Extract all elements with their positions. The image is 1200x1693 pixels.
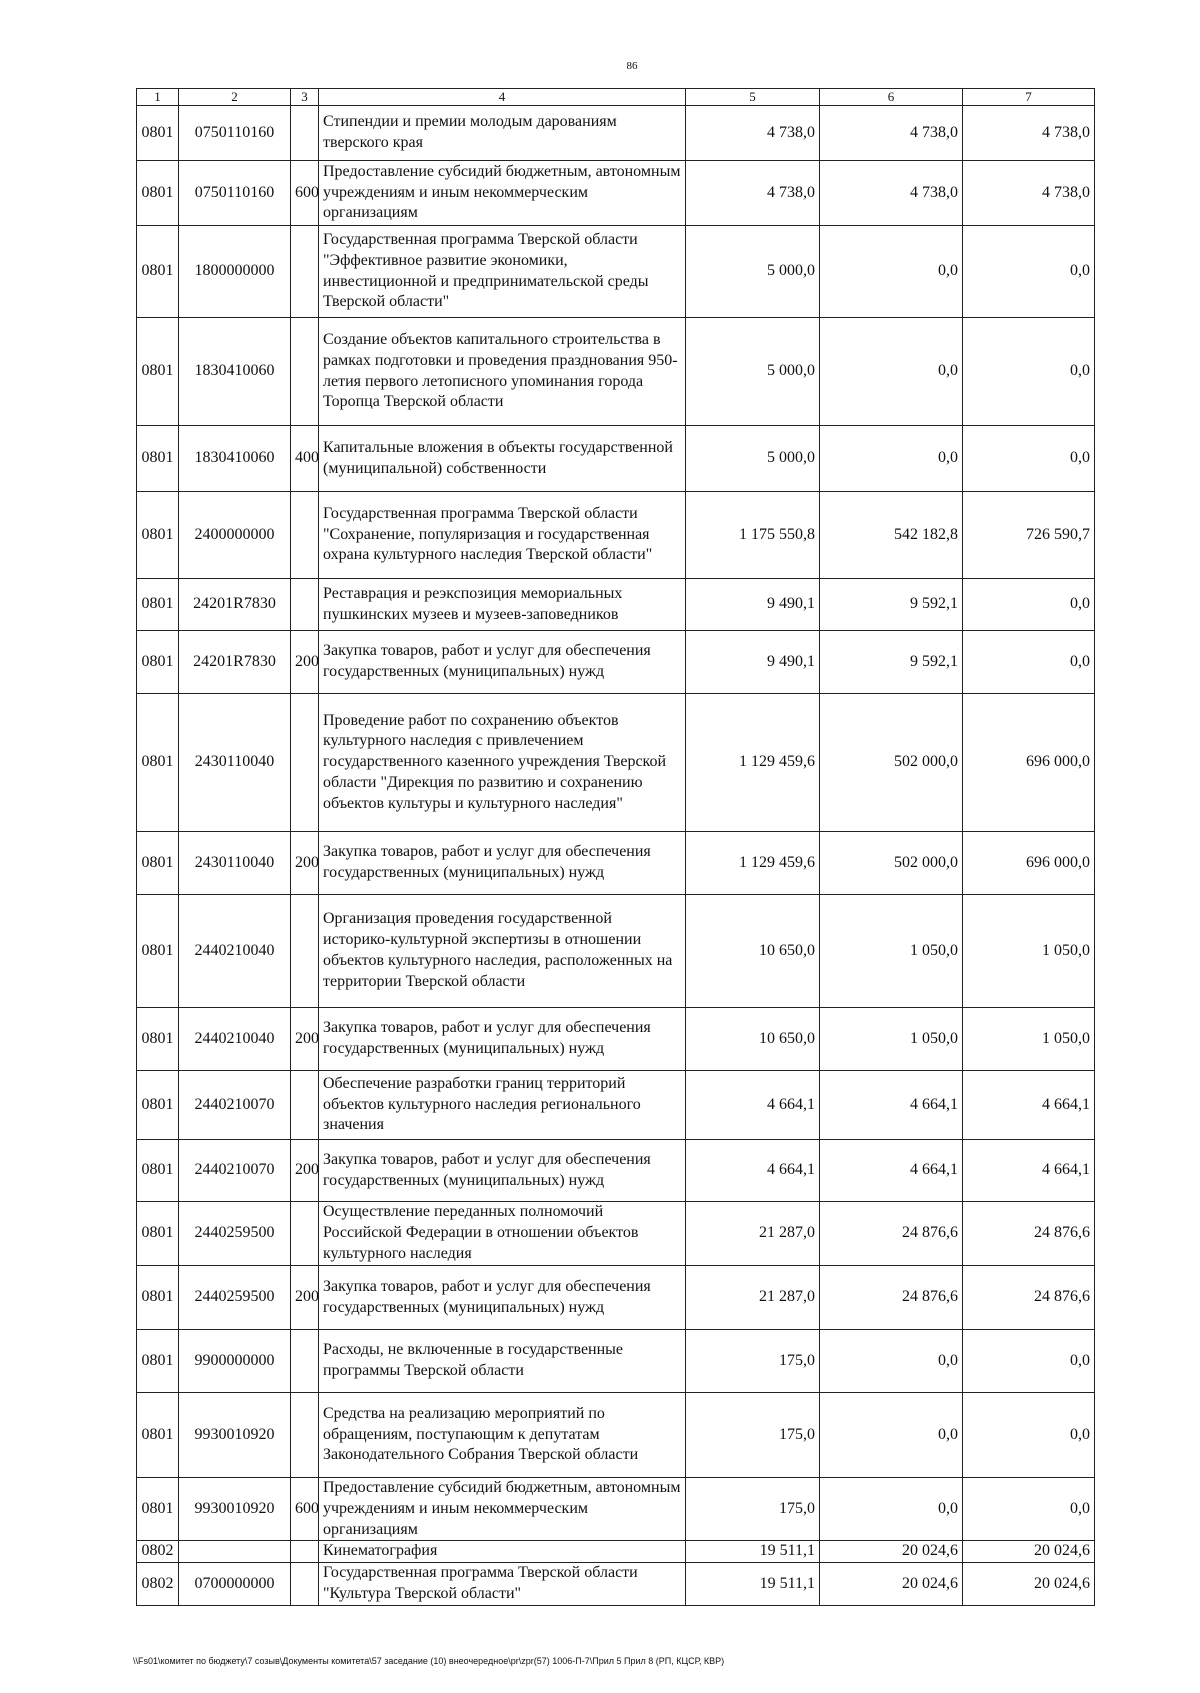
item-name-cell: Предоставление субсидий бюджетным, автономным учреждениям и иным некоммерческим организациям bbox=[319, 161, 686, 226]
item-name-cell: Проведение работ по сохранению объектов культурного наследия с привлечением государственного казенного учреждения Тверской области "Дирекция по развитию и сохранению объектов культуры и культурного наследия" bbox=[319, 694, 686, 832]
target-article-cell: 2440259500 bbox=[179, 1202, 291, 1266]
item-name-cell: Закупка товаров, работ и услуг для обеспечения государственных (муниципальных) нужд bbox=[319, 1008, 686, 1071]
budget-table bbox=[136, 88, 1095, 1606]
amount-year1-cell: 175,0 bbox=[686, 1478, 820, 1541]
amount-year1-cell: 21 287,0 bbox=[686, 1202, 820, 1266]
table-row bbox=[137, 492, 1095, 579]
section-code-cell: 0801 bbox=[137, 1071, 179, 1140]
item-name-cell: Закупка товаров, работ и услуг для обеспечения государственных (муниципальных) нужд bbox=[319, 1140, 686, 1202]
amount-year3-cell: 1 050,0 bbox=[963, 1008, 1095, 1071]
target-article-cell: 2440259500 bbox=[179, 1266, 291, 1330]
target-article-cell: 0700000000 bbox=[179, 1563, 291, 1606]
amount-year1-cell: 175,0 bbox=[686, 1330, 820, 1393]
item-name-cell: Капитальные вложения в объекты государственной (муниципальной) собственности bbox=[319, 426, 686, 492]
expense-type-cell bbox=[291, 1393, 319, 1478]
section-code-cell: 0801 bbox=[137, 1478, 179, 1541]
amount-year1-cell: 9 490,1 bbox=[686, 579, 820, 631]
amount-year2-cell: 1 050,0 bbox=[820, 895, 963, 1008]
expense-type-cell bbox=[291, 1202, 319, 1266]
table-row bbox=[137, 1266, 1095, 1330]
table-row bbox=[137, 161, 1095, 226]
section-code-cell: 0801 bbox=[137, 318, 179, 426]
amount-year3-cell: 696 000,0 bbox=[963, 832, 1095, 895]
table-row bbox=[137, 1202, 1095, 1266]
table-row bbox=[137, 426, 1095, 492]
table-row bbox=[137, 579, 1095, 631]
section-code-cell: 0801 bbox=[137, 492, 179, 579]
section-code-cell: 0801 bbox=[137, 579, 179, 631]
item-name-cell: Обеспечение разработки границ территорий объектов культурного наследия регионального значения bbox=[319, 1071, 686, 1140]
item-name-cell: Организация проведения государственной историко-культурной экспертизы в отношении объектов культурного наследия, расположенных на территории Тверской области bbox=[319, 895, 686, 1008]
amount-year3-cell: 0,0 bbox=[963, 1478, 1095, 1541]
target-article-cell: 0750110160 bbox=[179, 106, 291, 161]
amount-year2-cell: 0,0 bbox=[820, 1330, 963, 1393]
item-name-cell: Создание объектов капитального строительства в рамках подготовки и проведения празднования 950-летия первого летописного упоминания города Торопца Тверской области bbox=[319, 318, 686, 426]
amount-year3-cell: 0,0 bbox=[963, 318, 1095, 426]
target-article-cell: 2440210070 bbox=[179, 1071, 291, 1140]
amount-year1-cell: 175,0 bbox=[686, 1393, 820, 1478]
amount-year2-cell: 0,0 bbox=[820, 1478, 963, 1541]
target-article-cell: 2430110040 bbox=[179, 832, 291, 895]
page-number: 86 bbox=[626, 60, 638, 72]
section-code-cell: 0801 bbox=[137, 1330, 179, 1393]
expense-type-cell bbox=[291, 318, 319, 426]
section-code-cell: 0801 bbox=[137, 226, 179, 318]
amount-year3-cell: 4 664,1 bbox=[963, 1140, 1095, 1202]
amount-year2-cell: 502 000,0 bbox=[820, 694, 963, 832]
expense-type-cell bbox=[291, 1071, 319, 1140]
amount-year3-cell: 0,0 bbox=[963, 226, 1095, 318]
item-name-cell: Государственная программа Тверской области "Эффективное развитие экономики, инвестиционной и предпринимательской среды Тверской области" bbox=[319, 226, 686, 318]
file-path-footer: \\Fs01\комитет по бюджету\7 созыв\Документы комитета\57 заседание (10) внеочередное\pr\zpr(57) 1006-П-7\Прил 5 Прил 8 (РП, КЦСР, КВР) bbox=[133, 1656, 725, 1666]
amount-year1-cell: 21 287,0 bbox=[686, 1266, 820, 1330]
table-row bbox=[137, 1541, 1095, 1563]
table-row bbox=[137, 1071, 1095, 1140]
item-name-cell: Предоставление субсидий бюджетным, автономным учреждениям и иным некоммерческим организациям bbox=[319, 1478, 686, 1541]
target-article-cell: 9900000000 bbox=[179, 1330, 291, 1393]
col-header: 7 bbox=[963, 89, 1095, 106]
amount-year2-cell: 4 738,0 bbox=[820, 161, 963, 226]
amount-year3-cell: 4 664,1 bbox=[963, 1071, 1095, 1140]
amount-year2-cell: 0,0 bbox=[820, 426, 963, 492]
amount-year3-cell: 20 024,6 bbox=[963, 1563, 1095, 1606]
section-code-cell: 0801 bbox=[137, 631, 179, 694]
amount-year3-cell: 1 050,0 bbox=[963, 895, 1095, 1008]
amount-year2-cell: 4 664,1 bbox=[820, 1140, 963, 1202]
target-article-cell: 2440210040 bbox=[179, 1008, 291, 1071]
table-row bbox=[137, 694, 1095, 832]
table-body bbox=[137, 106, 1095, 1606]
expense-type-cell: 600 bbox=[291, 161, 319, 226]
section-code-cell: 0801 bbox=[137, 1008, 179, 1071]
amount-year2-cell: 0,0 bbox=[820, 318, 963, 426]
expense-type-cell bbox=[291, 694, 319, 832]
section-code-cell: 0801 bbox=[137, 426, 179, 492]
amount-year2-cell: 20 024,6 bbox=[820, 1541, 963, 1563]
expense-type-cell bbox=[291, 106, 319, 161]
amount-year1-cell: 4 664,1 bbox=[686, 1140, 820, 1202]
amount-year3-cell: 4 738,0 bbox=[963, 106, 1095, 161]
section-code-cell: 0801 bbox=[137, 1140, 179, 1202]
section-code-cell: 0801 bbox=[137, 1202, 179, 1266]
amount-year1-cell: 19 511,1 bbox=[686, 1541, 820, 1563]
target-article-cell: 1800000000 bbox=[179, 226, 291, 318]
expense-type-cell: 600 bbox=[291, 1478, 319, 1541]
target-article-cell: 2440210040 bbox=[179, 895, 291, 1008]
amount-year1-cell: 4 664,1 bbox=[686, 1071, 820, 1140]
expense-type-cell bbox=[291, 1330, 319, 1393]
expense-type-cell bbox=[291, 226, 319, 318]
target-article-cell: 9930010920 bbox=[179, 1393, 291, 1478]
amount-year1-cell: 5 000,0 bbox=[686, 318, 820, 426]
amount-year2-cell: 24 876,6 bbox=[820, 1266, 963, 1330]
table-row bbox=[137, 631, 1095, 694]
target-article-cell bbox=[179, 1541, 291, 1563]
section-code-cell: 0801 bbox=[137, 1393, 179, 1478]
col-header: 3 bbox=[291, 89, 319, 106]
expense-type-cell: 200 bbox=[291, 1266, 319, 1330]
item-name-cell: Осуществление переданных полномочий Российской Федерации в отношении объектов культурного наследия bbox=[319, 1202, 686, 1266]
item-name-cell: Закупка товаров, работ и услуг для обеспечения государственных (муниципальных) нужд bbox=[319, 832, 686, 895]
table-row bbox=[137, 106, 1095, 161]
item-name-cell: Средства на реализацию мероприятий по обращениям, поступающим к депутатам Законодательного Собрания Тверской области bbox=[319, 1393, 686, 1478]
item-name-cell: Реставрация и реэкспозиция мемориальных пушкинских музеев и музеев-заповедников bbox=[319, 579, 686, 631]
col-header: 4 bbox=[319, 89, 686, 106]
target-article-cell: 9930010920 bbox=[179, 1478, 291, 1541]
amount-year1-cell: 4 738,0 bbox=[686, 106, 820, 161]
section-code-cell: 0801 bbox=[137, 895, 179, 1008]
amount-year1-cell: 1 175 550,8 bbox=[686, 492, 820, 579]
table-row bbox=[137, 895, 1095, 1008]
amount-year3-cell: 20 024,6 bbox=[963, 1541, 1095, 1563]
item-name-cell: Кинематография bbox=[319, 1541, 686, 1563]
item-name-cell: Государственная программа Тверской области "Сохранение, популяризация и государственная охрана культурного наследия Тверской области" bbox=[319, 492, 686, 579]
amount-year3-cell: 696 000,0 bbox=[963, 694, 1095, 832]
target-article-cell: 1830410060 bbox=[179, 426, 291, 492]
amount-year1-cell: 10 650,0 bbox=[686, 895, 820, 1008]
item-name-cell: Стипендии и премии молодым дарованиям тверского края bbox=[319, 106, 686, 161]
expense-type-cell: 400 bbox=[291, 426, 319, 492]
section-code-cell: 0802 bbox=[137, 1563, 179, 1606]
amount-year1-cell: 9 490,1 bbox=[686, 631, 820, 694]
target-article-cell: 2440210070 bbox=[179, 1140, 291, 1202]
expense-type-cell: 200 bbox=[291, 832, 319, 895]
section-code-cell: 0802 bbox=[137, 1541, 179, 1563]
col-header: 1 bbox=[137, 89, 179, 106]
section-code-cell: 0801 bbox=[137, 694, 179, 832]
amount-year3-cell: 0,0 bbox=[963, 631, 1095, 694]
expense-type-cell bbox=[291, 492, 319, 579]
table-row bbox=[137, 1008, 1095, 1071]
expense-type-cell bbox=[291, 1541, 319, 1563]
table-row bbox=[137, 1140, 1095, 1202]
amount-year2-cell: 4 664,1 bbox=[820, 1071, 963, 1140]
expense-type-cell: 200 bbox=[291, 1008, 319, 1071]
amount-year1-cell: 1 129 459,6 bbox=[686, 832, 820, 895]
amount-year3-cell: 0,0 bbox=[963, 579, 1095, 631]
section-code-cell: 0801 bbox=[137, 106, 179, 161]
amount-year1-cell: 19 511,1 bbox=[686, 1563, 820, 1606]
amount-year2-cell: 24 876,6 bbox=[820, 1202, 963, 1266]
section-code-cell: 0801 bbox=[137, 1266, 179, 1330]
amount-year2-cell: 0,0 bbox=[820, 226, 963, 318]
target-article-cell: 24201R7830 bbox=[179, 631, 291, 694]
amount-year2-cell: 1 050,0 bbox=[820, 1008, 963, 1071]
amount-year2-cell: 20 024,6 bbox=[820, 1563, 963, 1606]
table-row bbox=[137, 318, 1095, 426]
target-article-cell: 0750110160 bbox=[179, 161, 291, 226]
amount-year2-cell: 9 592,1 bbox=[820, 579, 963, 631]
amount-year3-cell: 0,0 bbox=[963, 426, 1095, 492]
expense-type-cell: 200 bbox=[291, 1140, 319, 1202]
amount-year1-cell: 5 000,0 bbox=[686, 426, 820, 492]
expense-type-cell bbox=[291, 895, 319, 1008]
table-row bbox=[137, 226, 1095, 318]
amount-year1-cell: 5 000,0 bbox=[686, 226, 820, 318]
table-row bbox=[137, 1393, 1095, 1478]
amount-year3-cell: 0,0 bbox=[963, 1393, 1095, 1478]
amount-year2-cell: 502 000,0 bbox=[820, 832, 963, 895]
amount-year2-cell: 542 182,8 bbox=[820, 492, 963, 579]
amount-year2-cell: 9 592,1 bbox=[820, 631, 963, 694]
expense-type-cell: 200 bbox=[291, 631, 319, 694]
amount-year1-cell: 1 129 459,6 bbox=[686, 694, 820, 832]
expense-type-cell bbox=[291, 1563, 319, 1606]
item-name-cell: Расходы, не включенные в государственные программы Тверской области bbox=[319, 1330, 686, 1393]
item-name-cell: Закупка товаров, работ и услуг для обеспечения государственных (муниципальных) нужд bbox=[319, 631, 686, 694]
amount-year2-cell: 0,0 bbox=[820, 1393, 963, 1478]
table-row bbox=[137, 1478, 1095, 1541]
table-row bbox=[137, 1563, 1095, 1606]
target-article-cell: 24201R7830 bbox=[179, 579, 291, 631]
target-article-cell: 1830410060 bbox=[179, 318, 291, 426]
header-row bbox=[137, 89, 1095, 106]
item-name-cell: Государственная программа Тверской области "Культура Тверской области" bbox=[319, 1563, 686, 1606]
amount-year3-cell: 24 876,6 bbox=[963, 1202, 1095, 1266]
col-header: 2 bbox=[179, 89, 291, 106]
col-header: 5 bbox=[686, 89, 820, 106]
section-code-cell: 0801 bbox=[137, 161, 179, 226]
col-header: 6 bbox=[820, 89, 963, 106]
item-name-cell: Закупка товаров, работ и услуг для обеспечения государственных (муниципальных) нужд bbox=[319, 1266, 686, 1330]
amount-year3-cell: 726 590,7 bbox=[963, 492, 1095, 579]
amount-year3-cell: 0,0 bbox=[963, 1330, 1095, 1393]
target-article-cell: 2400000000 bbox=[179, 492, 291, 579]
table-row bbox=[137, 1330, 1095, 1393]
table-row bbox=[137, 832, 1095, 895]
section-code-cell: 0801 bbox=[137, 832, 179, 895]
amount-year3-cell: 24 876,6 bbox=[963, 1266, 1095, 1330]
amount-year1-cell: 4 738,0 bbox=[686, 161, 820, 226]
amount-year1-cell: 10 650,0 bbox=[686, 1008, 820, 1071]
expense-type-cell bbox=[291, 579, 319, 631]
amount-year3-cell: 4 738,0 bbox=[963, 161, 1095, 226]
amount-year2-cell: 4 738,0 bbox=[820, 106, 963, 161]
target-article-cell: 2430110040 bbox=[179, 694, 291, 832]
